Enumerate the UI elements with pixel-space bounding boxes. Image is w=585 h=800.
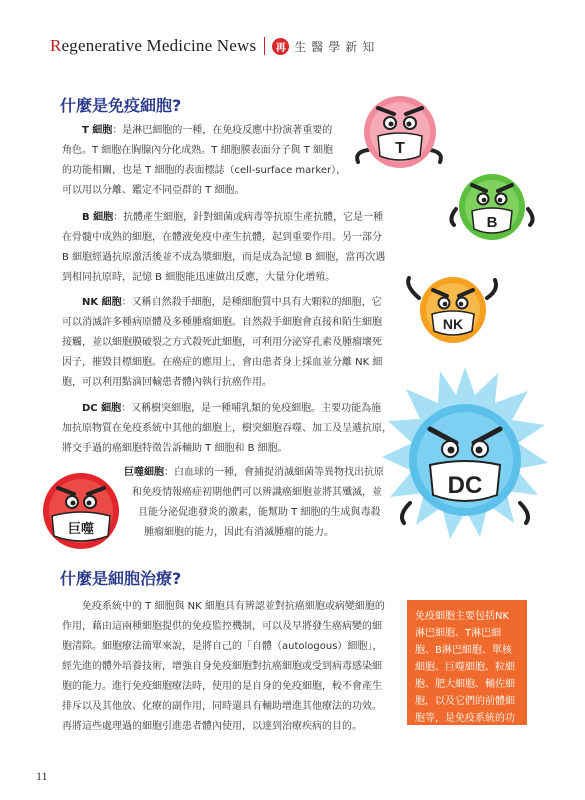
b-cell-paragraph: B 細胞：抗體產生細胞，針對細菌或病毒等抗原生產抗體，它是一種 在骨髓中成熟的細胞，在體液免疫中產生抗體，起到重要作用。另一部分 B 細胞經過抗原激活後並不成為漿細胞，而是成為記憶 B 細胞，當再次遇 到相同抗原時，記憶 B 細胞能迅速做出反應，大量分化增殖。: [62, 212, 386, 283]
nk-cell-label: NK: [442, 316, 464, 332]
t-cell-illustration: [348, 80, 448, 180]
section-heading-cell-therapy: 什麼是細胞治療?: [60, 569, 182, 588]
header-divider: [264, 37, 265, 55]
dc-cell-illustration: [380, 365, 550, 545]
section-heading-immune-cells: 什麼是免疫細胞?: [60, 96, 182, 115]
macrophage-label: 巨噬: [67, 522, 95, 537]
dc-cell-paragraph: DC 細胞：又稱樹突細胞，是一種哺乳類的免疫細胞。主要功能為施 加抗原物質在免疫系統中其他的細胞上，樹突細胞吞噬、加工及呈遞抗原， 將交手過的癌細胞特徵告訴輔助 T 細胞和 B 細胞。: [62, 403, 392, 454]
regenerative-badge: 再: [272, 38, 289, 55]
b-cell-illustration: [448, 163, 538, 253]
magazine-header: [50, 35, 379, 57]
nk-cell-paragraph: NK 細胞：又稱自然殺手細胞，是種細胞質中具有大顆粒的細胞，它 可以消滅許多種病原體及多種腫瘤細胞。自然殺手細胞會直接和陌生細胞 接觸，並以細胞膜破裂之方式殺死此細胞，可利用分泌穿孔素及腫瘤壞死 因子，摧毀目標細胞。在癌症的應用上，會由患者身上採血並分離 NK 細 胞，可以利用點滴回輸患者體內執行抗癌作用。: [62, 297, 383, 388]
page-number: 11: [36, 769, 48, 783]
dc-cell-label: DC: [447, 472, 483, 499]
immune-cell-sidebar: 免疫細胞主要包括NK 淋巴細胞、T淋巴細 胞、B淋巴細胞、單核 細胞、巨噬細胞、粒細 胞、肥大細胞、輔佐細 胞，以及它們的前體細 胞等，是免疫系統的功 能單元。: [407, 600, 527, 725]
b-cell-label: B: [486, 214, 498, 231]
macrophage-illustration: [36, 466, 126, 556]
t-cell-paragraph: T 細胞：是淋巴細胞的一種，在免疫反應中扮演著重要的 角色。T 細胞在胸腺內分化成熟。T 細胞膜表面分子與 T 細胞 的功能相關，也是 T 細胞的表面標誌（cell-surface marker）， 可以用以分離、鑑定不同亞群的 T 細胞。: [62, 125, 347, 196]
magazine-subtitle: 生醫學新知: [294, 39, 380, 54]
t-cell-label: T: [395, 140, 405, 157]
macrophage-paragraph: 巨噬細胞：白血球的一種，會捕捉消滅細菌等異物找出抗原 和免疫情報癌症初期他們可以辨識癌細胞並將其殲滅，並 且能分泌促進發炎的激素，能幫助 T 細胞的生成與毒殺 腫瘤細胞的能力，因此有消滅腫瘤的能力。: [124, 467, 384, 538]
nk-cell-illustration: [405, 268, 500, 348]
magazine-title: Regenerative Medicine News: [50, 36, 257, 55]
cell-therapy-paragraph: 免疫系統中的 T 細胞與 NK 細胞具有辨認並對抗癌細胞或病變細胞的 作用，藉由這兩種細胞提供的免疫監控機制，可以及早將發生癌病變的細 胞清除。細胞療法簡單來說，是將自己的「自體（autologous）細胞」， 經先進的體外培養技術，增強自身免疫細胞對抗癌細胞或受到病毒感染細 胞的能力。進行免疫細胞療法時，使用的是自身的免疫細胞，較不會產生 排斥以及其他放、化療的副作用，同時還具有輔助增進其他療法的功效。 再將這些處理過的細胞引進患者體內使用，以達到治療疾病的目的。: [62, 601, 385, 732]
